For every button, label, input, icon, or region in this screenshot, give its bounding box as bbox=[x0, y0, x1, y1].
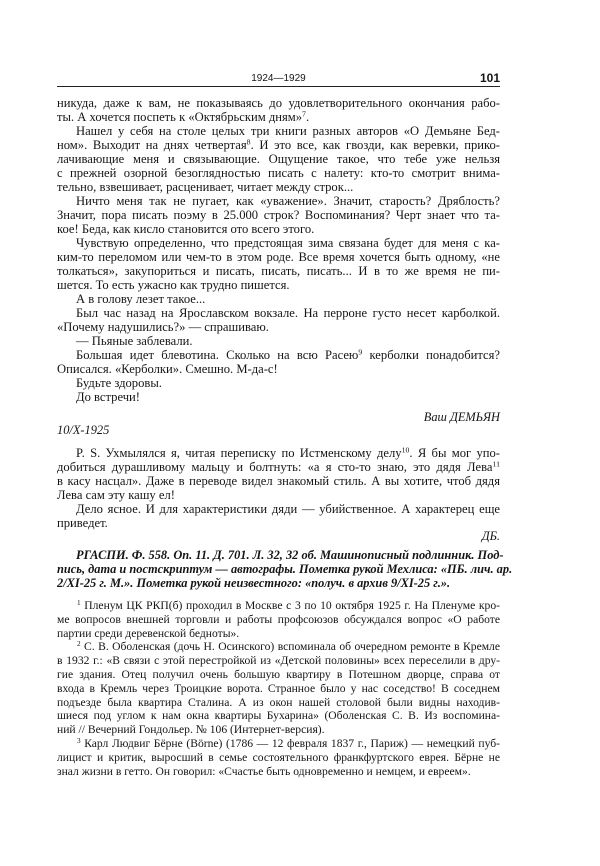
text-line bbox=[57, 376, 500, 390]
text-segment: Большая идет блевотина. Сколько на всю Расею bbox=[76, 348, 359, 362]
running-header bbox=[57, 72, 500, 86]
text-segment: шется. То есть ужасно как трудно пишется. bbox=[57, 278, 290, 292]
text-line bbox=[57, 292, 500, 306]
text-segment: тельно, взвешивает, расценивает, читает между строк... bbox=[57, 180, 354, 194]
text-segment: Ничто меня так не пугает, как «уважение». Значит, старость? Дряблость? bbox=[76, 194, 500, 208]
text-segment: Был час назад на Ярославском вокзале. На перроне густо несет карболкой. bbox=[76, 306, 500, 320]
footnote-mark: 2 bbox=[77, 640, 81, 649]
text-line bbox=[57, 166, 500, 180]
text-segment: Дело ясное. И для характеристики дяди — убийственное. А характерец еще bbox=[76, 502, 500, 516]
paragraph bbox=[57, 548, 513, 590]
footnote-mark: 7 bbox=[302, 109, 306, 119]
text-segment: P. S. Ухмылялся я, читая переписку по Истменскому делу bbox=[76, 446, 402, 460]
text-line bbox=[57, 362, 500, 376]
paragraph bbox=[57, 334, 500, 348]
text-line bbox=[57, 306, 500, 320]
postscript bbox=[57, 446, 500, 530]
text-line bbox=[57, 110, 500, 124]
paragraph bbox=[57, 640, 500, 737]
text-line bbox=[57, 222, 500, 236]
text-segment: Значит, пора писать поэму в 25.000 строк? Воспоминания? Черт знает что та- bbox=[57, 208, 500, 222]
text-segment: шиеся под углом к нам окна квартиры Бухарина» (Оболенская С. В. Из воспомина- bbox=[57, 709, 500, 723]
text-segment: партии среди деревенской бедноты». bbox=[57, 626, 240, 640]
text-segment: Описался. «Керболки». Смешно. М-да-с! bbox=[57, 362, 278, 376]
text-line bbox=[57, 138, 500, 152]
text-line bbox=[57, 264, 500, 278]
text-segment: гие здания. Отец получил очень большую квартиру в Потешном дворце, справа от bbox=[57, 667, 500, 681]
text-line bbox=[57, 682, 500, 696]
text-segment: кое! Беда, как кисло становится ото всего этого. bbox=[57, 222, 315, 236]
text-segment: С. В. Оболенская (дочь Н. Осинского) вспоминала об очередном ремонте в Кремле bbox=[80, 640, 500, 654]
text-segment: Лева сам эту кашу ел! bbox=[57, 488, 175, 502]
text-segment: Чувствую определенно, что предстоящая зима связана будет для меня с ка- bbox=[76, 236, 500, 250]
text-segment: добиться дурашливому мальцу и болтнуть: «а я сто-то знаю, это дядя Лева bbox=[57, 460, 493, 474]
paragraph bbox=[57, 306, 500, 334]
text-line bbox=[57, 124, 500, 138]
text-line bbox=[57, 180, 500, 194]
paragraph bbox=[57, 292, 500, 306]
text-segment: До встречи! bbox=[76, 390, 140, 404]
text-line bbox=[57, 723, 500, 737]
text-segment: . Я бы мог упо- bbox=[409, 446, 500, 460]
text-segment: Будьте здоровы. bbox=[76, 376, 162, 390]
letter-body bbox=[57, 96, 500, 404]
text-line bbox=[57, 446, 500, 460]
text-line bbox=[57, 751, 500, 765]
paragraph bbox=[57, 502, 500, 530]
text-line bbox=[57, 599, 500, 613]
page-number: 101 bbox=[479, 71, 500, 85]
text-line bbox=[57, 390, 500, 404]
text-segment: . И это все, как гвозди, как веревки, прико- bbox=[250, 138, 500, 152]
text-line bbox=[57, 613, 500, 627]
text-line bbox=[57, 278, 500, 292]
paragraph bbox=[57, 194, 500, 236]
footnote-mark: 8 bbox=[246, 137, 251, 147]
text-segment: никуда, даже к вам, не показываясь до удовлетворительного окончания рабо- bbox=[57, 96, 500, 110]
text-line bbox=[57, 474, 500, 488]
text-line bbox=[57, 460, 500, 474]
text-line bbox=[57, 194, 500, 208]
text-segment: лачивающие меня и связывающие. Ощущение такое, что тебе уже нельзя bbox=[57, 152, 500, 166]
text-line bbox=[57, 348, 500, 362]
paragraph bbox=[57, 348, 500, 376]
paragraph bbox=[57, 446, 500, 502]
text-line bbox=[57, 627, 500, 641]
text-segment: ном». Выходит на днях четвертая bbox=[57, 138, 247, 152]
footnote-mark: 9 bbox=[358, 347, 363, 357]
paragraph bbox=[57, 96, 500, 124]
running-header-title: 1924—1929 bbox=[251, 73, 306, 84]
text-segment: лицист и критик, выросший в семье состоятельного франкфуртского еврея. Бёрне не bbox=[57, 750, 500, 764]
text-line bbox=[57, 488, 500, 502]
text-segment: подъезде была квартира Сталина. А из окон нашей столовой были видны находив- bbox=[57, 695, 500, 709]
archive-reference bbox=[57, 548, 513, 590]
text-segment: — Пьяные заблевали. bbox=[76, 334, 193, 348]
text-line bbox=[57, 96, 500, 110]
text-line bbox=[57, 737, 500, 751]
text-line bbox=[57, 152, 500, 166]
text-segment: «Почему надушились?» — спрашиваю. bbox=[57, 320, 269, 334]
text-line bbox=[57, 334, 500, 348]
text-segment: ким-то переломом или чем-то в этом роде. Все время хочется быть одному, «не bbox=[57, 250, 500, 264]
paragraph bbox=[57, 376, 500, 390]
paragraph bbox=[57, 737, 500, 778]
text-segment: знал жизни в гетто. Он говорил: «Счастье быть одновременно и немцем, и евреем». bbox=[57, 764, 471, 778]
letter-date: 10/X-1925 bbox=[57, 423, 110, 437]
text-segment: приведет. bbox=[57, 516, 108, 530]
text-segment: ме вопросов внешней торговли и работы профсоюзов обсуждался вопрос «О работе bbox=[57, 612, 500, 626]
text-line bbox=[57, 236, 500, 250]
text-line bbox=[57, 548, 504, 562]
text-segment: 2/XI-25 г. М.». Пометка рукой неизвестного: «получ. в архив 9/XI-25 г.». bbox=[57, 576, 451, 590]
text-line bbox=[57, 320, 500, 334]
text-segment: толкаться», закупориться и писать, писать, писать... И в то же время не пи- bbox=[57, 264, 500, 278]
text-segment: ний // Вечерний Гондольер. № 106 (Интернет-версия). bbox=[57, 723, 325, 737]
text-segment: . bbox=[305, 110, 310, 124]
text-segment: в касу насцал». Даже в переводе видел знакомый стиль. А вы хотите, чтоб дядя bbox=[57, 474, 500, 488]
text-line bbox=[57, 765, 500, 779]
header-rule bbox=[57, 86, 500, 87]
text-line bbox=[57, 668, 500, 682]
paragraph bbox=[57, 124, 500, 194]
text-line bbox=[57, 562, 513, 576]
paragraph bbox=[57, 390, 500, 404]
text-segment: Карл Людвиг Бёрне (Börne) (1786 — 12 февраля 1837 г., Париж) — немецкий пуб- bbox=[80, 736, 500, 750]
text-segment: Пленум ЦК РКП(б) проходил в Москве с 3 по 10 октября 1925 г. На Пленуме кро- bbox=[80, 599, 500, 612]
letter-signature: Ваш ДЕМЬЯН bbox=[423, 410, 500, 424]
text-line bbox=[57, 640, 500, 654]
paragraph bbox=[57, 599, 500, 640]
footnote-mark: 3 bbox=[77, 737, 81, 746]
footnote-mark: 10 bbox=[401, 445, 410, 455]
text-line bbox=[57, 654, 500, 668]
text-segment: пись, дата и постскриптум — автографы. Пометка рукой Мехлиса: «ПБ. лич. ар. bbox=[57, 562, 513, 576]
text-line bbox=[57, 250, 500, 264]
text-segment: А в голову лезет такое... bbox=[76, 292, 206, 306]
text-segment: керболки понадобится? bbox=[362, 348, 500, 362]
footnote-mark: 1 bbox=[77, 599, 81, 608]
text-segment: РГАСПИ. Ф. 558. Оп. 11. Д. 701. Л. 32, 32 об. Машинописный подлинник. Под- bbox=[76, 548, 504, 562]
text-line bbox=[57, 696, 500, 710]
text-segment: Нашел у себя на столе целых три книги разных авторов «О Демьяне Бед- bbox=[76, 124, 500, 138]
footnotes bbox=[57, 599, 500, 778]
text-segment: ты. А хочется поспеть к «Октябрьским дням» bbox=[57, 110, 303, 124]
paragraph bbox=[57, 236, 500, 292]
text-segment: с прежней озорной безоглядностью писать с налету: кто-то смотрит внима- bbox=[57, 166, 500, 180]
text-line bbox=[57, 502, 500, 516]
postscript-signature: ДБ. bbox=[481, 529, 500, 543]
text-segment: входа в Кремль через Троицкие ворота. Странное было у нас соседство! В соседнем bbox=[57, 681, 500, 695]
text-line bbox=[57, 576, 500, 590]
footnote-mark: 11 bbox=[492, 459, 500, 469]
text-line bbox=[57, 516, 500, 530]
text-segment: в 1932 г.: «В связи с этой перестройкой из «Детской половины» всех переселили в дру- bbox=[57, 654, 500, 668]
text-line bbox=[57, 709, 500, 723]
text-line bbox=[57, 208, 500, 222]
